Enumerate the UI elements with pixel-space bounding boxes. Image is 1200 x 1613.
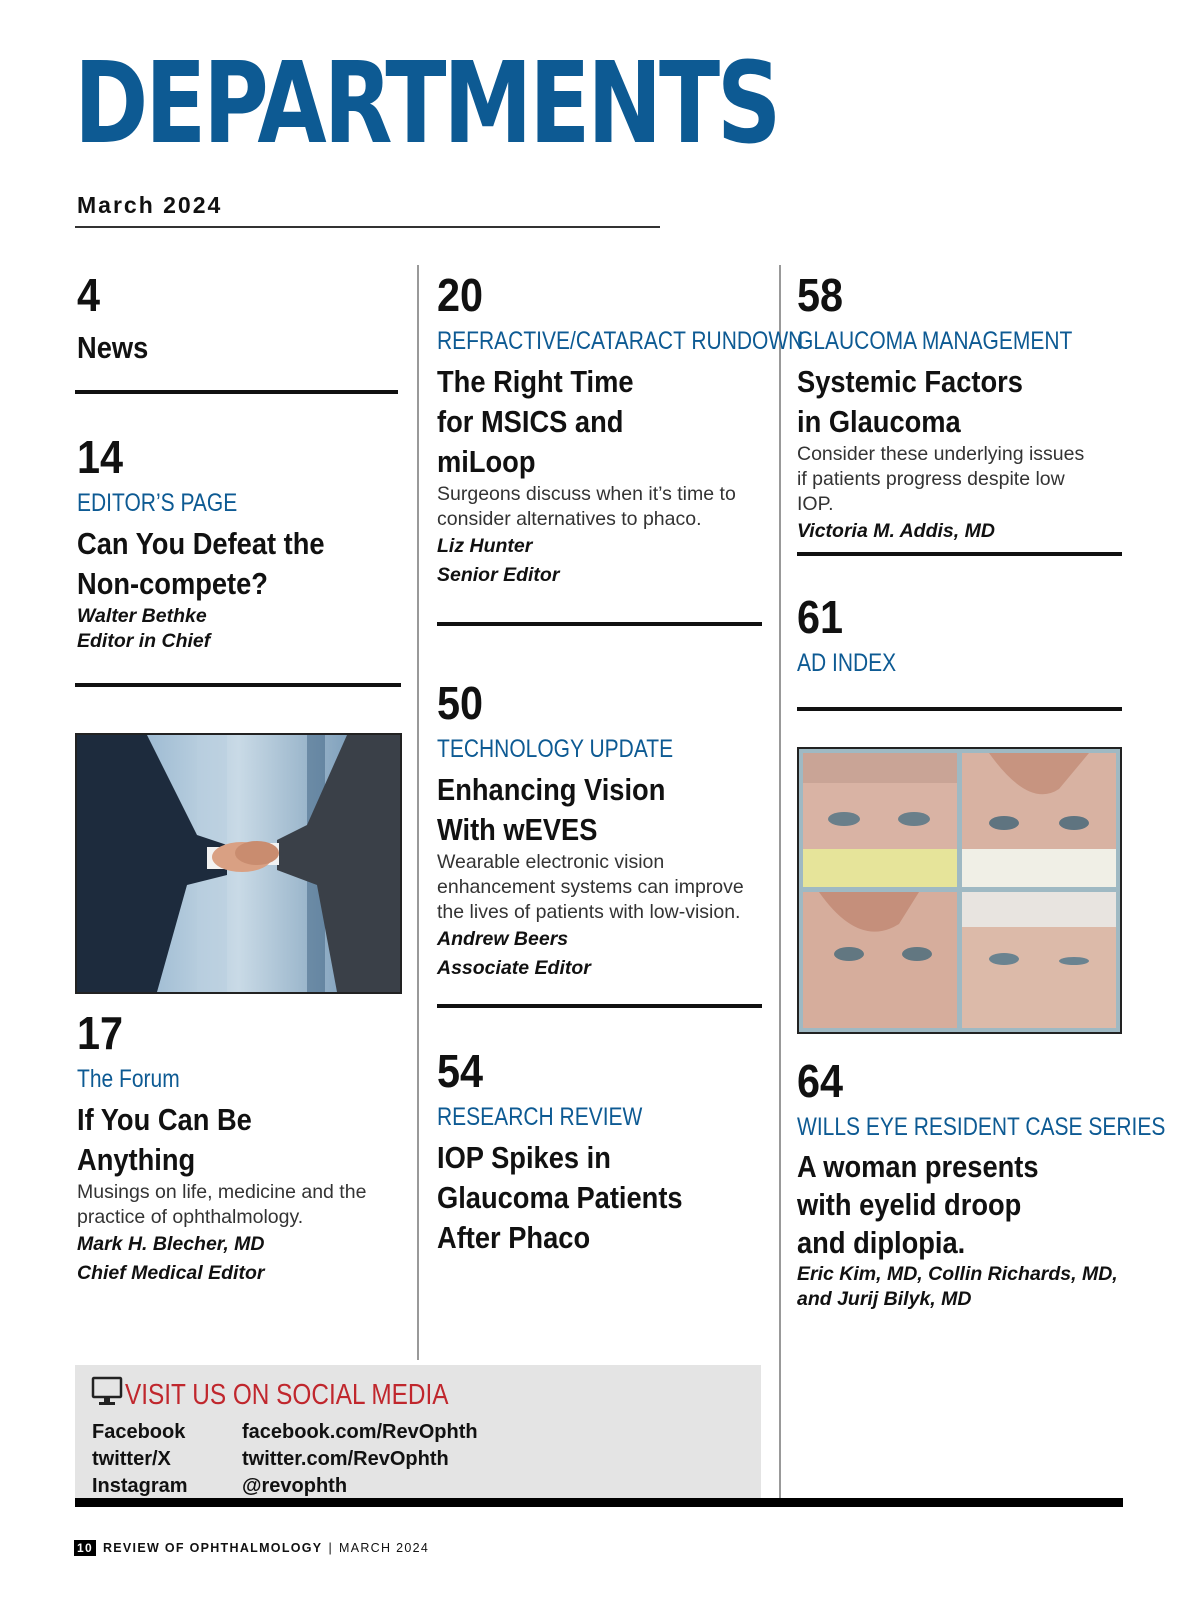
headline: IOP Spikes in Glaucoma Patients After Phaco <box>437 1140 683 1255</box>
section-rule <box>75 390 398 394</box>
page-number: 50 <box>437 677 484 729</box>
social-network-twitter: twitter/X <box>92 1448 171 1470</box>
wills-eye-entry[interactable] <box>797 1055 1200 1312</box>
header-divider <box>75 226 660 228</box>
page-number: 4 <box>77 269 101 321</box>
ad-index-entry[interactable] <box>797 591 915 678</box>
page-number: 54 <box>437 1045 484 1097</box>
byline-name: Victoria M. Addis, MD <box>797 520 995 542</box>
section-kicker: WILLS EYE RESIDENT CASE SERIES <box>797 1113 1166 1141</box>
section-kicker: The Forum <box>77 1065 180 1093</box>
column-divider-1 <box>417 265 419 1360</box>
summary: Consider these underlying issues if patients progress despite low IOP. <box>797 443 1085 515</box>
summary: Wearable electronic vision enhancement systems can improve the lives of patients with low-vision. <box>437 851 744 923</box>
byline-title: Senior Editor <box>437 564 560 586</box>
bottom-bar <box>75 1498 1123 1507</box>
byline-name: Walter Bethke <box>77 605 207 627</box>
summary: Musings on life, medicine and the practice of ophthalmology. <box>77 1181 367 1228</box>
byline-title: Associate Editor <box>437 957 591 979</box>
publication-name: REVIEW OF OPHTHALMOLOGY <box>102 1541 323 1555</box>
section-kicker: REFRACTIVE/CATARACT RUNDOWN <box>437 327 804 355</box>
social-link-twitter[interactable]: twitter.com/RevOphth <box>242 1448 449 1470</box>
social-link-facebook[interactable]: facebook.com/RevOphth <box>242 1421 478 1443</box>
footer-page-number: 10 <box>74 1540 96 1556</box>
section-rule <box>75 683 401 687</box>
byline-name: Eric Kim, MD, Collin Richards, MD, and Jurij Bilyk, MD <box>797 1263 1118 1310</box>
page-number: 17 <box>77 1007 124 1059</box>
section-rule <box>437 622 762 626</box>
social-media-box <box>75 1365 761 1499</box>
byline-name: Liz Hunter <box>437 535 533 557</box>
social-link-instagram[interactable]: @revophth <box>242 1475 348 1497</box>
byline-name: Andrew Beers <box>437 928 569 950</box>
social-network-facebook: Facebook <box>92 1421 186 1443</box>
research-entry[interactable] <box>437 1045 782 1258</box>
editors-page-entry[interactable] <box>77 431 407 654</box>
glaucoma-entry[interactable] <box>797 269 1125 546</box>
section-rule <box>437 1004 762 1008</box>
page-number: 14 <box>77 431 124 483</box>
section-kicker: AD INDEX <box>797 649 897 677</box>
page-number: 20 <box>437 269 484 321</box>
computer-monitor-icon <box>91 1375 123 1407</box>
byline-name: Mark H. Blecher, MD <box>77 1233 265 1255</box>
headline: The Right Time for MSICS and miLoop <box>437 364 634 479</box>
handshake-photo <box>75 733 402 994</box>
byline-title: Chief Medical Editor <box>77 1262 265 1284</box>
headline: Can You Defeat the Non-compete? <box>77 526 325 601</box>
section-kicker: EDITOR’S PAGE <box>77 489 238 517</box>
social-network-instagram: Instagram <box>92 1475 188 1497</box>
section-kicker: TECHNOLOGY UPDATE <box>437 735 674 763</box>
summary: Surgeons discuss when it’s time to consider alternatives to phaco. <box>437 483 736 530</box>
page-number: 64 <box>797 1055 844 1107</box>
section-kicker: GLAUCOMA MANAGEMENT <box>797 327 1073 355</box>
headline: News <box>77 330 149 365</box>
headline: Systemic Factors in Glaucoma <box>797 364 1023 439</box>
section-kicker: RESEARCH REVIEW <box>437 1103 643 1131</box>
footer-separator: | <box>328 1541 333 1555</box>
social-media-title: VISIT US ON SOCIAL MEDIA <box>125 1379 449 1411</box>
page-number: 61 <box>797 591 844 643</box>
page-title: DEPARTMENTS <box>74 39 779 169</box>
forum-entry[interactable] <box>77 1007 377 1288</box>
page-footer <box>74 1540 429 1556</box>
headline: A woman presents with eyelid droop and diplopia. <box>797 1149 1039 1260</box>
issue-date: March 2024 <box>77 192 223 218</box>
section-rule <box>797 707 1122 711</box>
footer-issue: MARCH 2024 <box>339 1541 430 1555</box>
headline: Enhancing Vision With wEVES <box>437 772 666 847</box>
eyelid-photo-grid <box>797 747 1122 1034</box>
section-rule <box>797 552 1122 556</box>
byline-title: Editor in Chief <box>77 630 211 652</box>
headline: If You Can Be Anything <box>77 1102 252 1177</box>
page-number: 58 <box>797 269 844 321</box>
news-entry[interactable] <box>77 269 158 366</box>
technology-entry[interactable] <box>437 677 762 983</box>
